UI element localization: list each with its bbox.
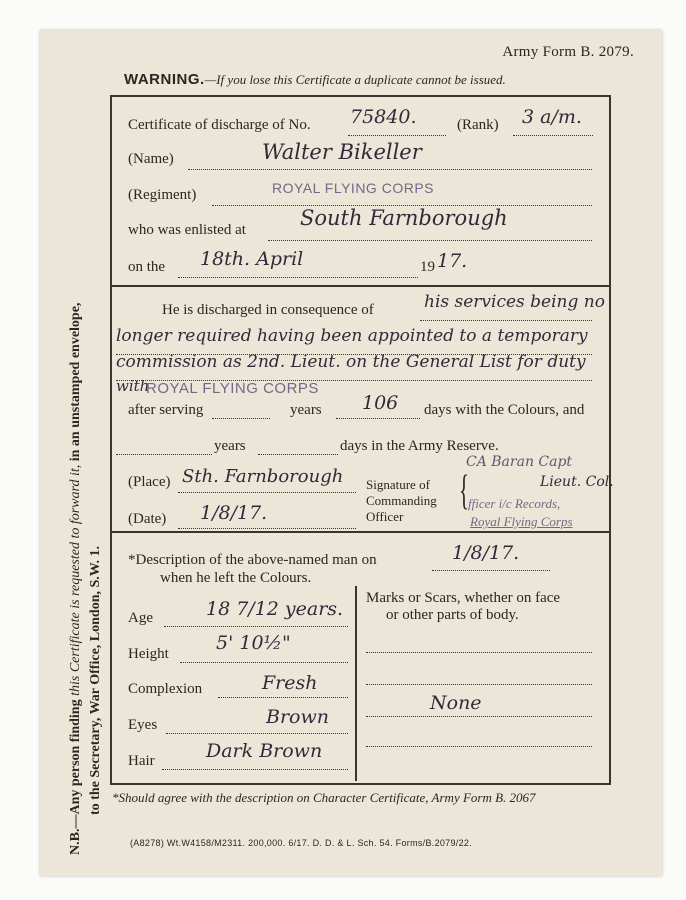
service-number: 75840. [350, 106, 417, 128]
marks-value: None [430, 692, 482, 714]
regiment-stamp: ROYAL FLYING CORPS [272, 180, 434, 196]
years-label: years [290, 402, 322, 418]
description-date: 1/8/17. [452, 542, 520, 564]
date-value: 1/8/17. [200, 502, 268, 524]
warning-line [124, 71, 506, 89]
divider-2 [110, 531, 609, 533]
print-line: (A8278) Wt.W4158/M2311. 200,000. 6/17. D. D. & L. Sch. 54. Forms/B.2079/22. [130, 838, 472, 848]
reason-line3: commission as 2nd. Lieut. on the General List for duty [116, 352, 586, 372]
days-value: 106 [362, 392, 399, 414]
reason-line2: longer required having been appointed to a temporary [116, 326, 588, 346]
description-title: *Description of the above-named man on [128, 552, 377, 568]
enlisted-place: South Farnborough [300, 206, 508, 230]
place-value: Sth. Farnborough [182, 466, 344, 487]
marks-label2: or other parts of body. [386, 607, 519, 623]
reason-label: He is discharged in consequence of [162, 302, 374, 318]
description-title2: when he left the Colours. [160, 570, 312, 586]
age-value: 18 7/12 years. [206, 598, 344, 620]
year-prefix: 19 [420, 259, 435, 275]
name-value: Walter Bikeller [262, 140, 422, 164]
sidebar-text2: to the Secretary, War Office, London, S.W. 1. [88, 546, 103, 815]
sidebar-note [66, 55, 106, 855]
complexion-value: Fresh [262, 672, 318, 694]
officer-stamp1: fficer i/c Records, [468, 496, 561, 511]
marks-label1: Marks or Scars, whether on face [366, 590, 561, 606]
hair-label: Hair [128, 753, 155, 769]
reason-line4-prefix: with [116, 377, 150, 395]
sidebar-bold: Any person finding [68, 699, 83, 815]
signature-value: CA Baran Capt [466, 454, 573, 470]
signature-label3: Officer [366, 509, 404, 524]
days-colours-label: days with the Colours, and [424, 402, 585, 418]
divider-1 [110, 285, 609, 287]
enlisted-date: 18th. April [200, 248, 304, 270]
warning-text: —If you lose this Certificate a duplicate cannot be issued. [204, 72, 506, 87]
signature-label1: Signature of [366, 477, 430, 492]
place-label: (Place) [128, 474, 171, 490]
signature-value2: Lieut. Col. [540, 474, 614, 490]
sidebar-prefix: N.B.— [68, 814, 83, 855]
form-number: Army Form B. 2079. [502, 44, 634, 60]
hair-value: Dark Brown [206, 740, 323, 762]
name-label: (Name) [128, 151, 174, 167]
height-value: 5' 10½" [216, 632, 291, 654]
date-label: (Date) [128, 511, 167, 527]
footer-note: *Should agree with the description on Character Certificate, Army Form B. 2067 [112, 790, 536, 805]
description-divider [355, 586, 357, 781]
discharge-label: Certificate of discharge of No. [128, 117, 311, 133]
on-label: on the [128, 259, 166, 275]
eyes-value: Brown [266, 706, 329, 728]
officer-stamp2: Royal Flying Corps [470, 514, 573, 529]
age-label: Age [128, 610, 153, 626]
sidebar-bold2: in an unstamped envelope, [68, 302, 83, 462]
year-suffix: 17. [437, 250, 468, 272]
complexion-label: Complexion [128, 681, 203, 697]
reason-line1: his services being no [424, 292, 605, 312]
rank-label: (Rank) [457, 117, 499, 133]
height-label: Height [128, 646, 169, 662]
reason-stamp: ROYAL FLYING CORPS [146, 380, 319, 397]
warning-label: WARNING. [124, 71, 205, 88]
signature-label2: Commanding [366, 493, 437, 508]
signature-brace: { [459, 468, 470, 514]
eyes-label: Eyes [128, 717, 158, 733]
rank-value: 3 a/m. [522, 106, 582, 128]
serving-label: after serving [128, 402, 204, 418]
sidebar-text1: this Certificate is requested to forward it, [68, 461, 83, 700]
regiment-label: (Regiment) [128, 187, 197, 203]
reserve-label: days in the Army Reserve. [340, 438, 499, 454]
years2-label: years [214, 438, 246, 454]
enlisted-label: who was enlisted at [128, 222, 246, 238]
